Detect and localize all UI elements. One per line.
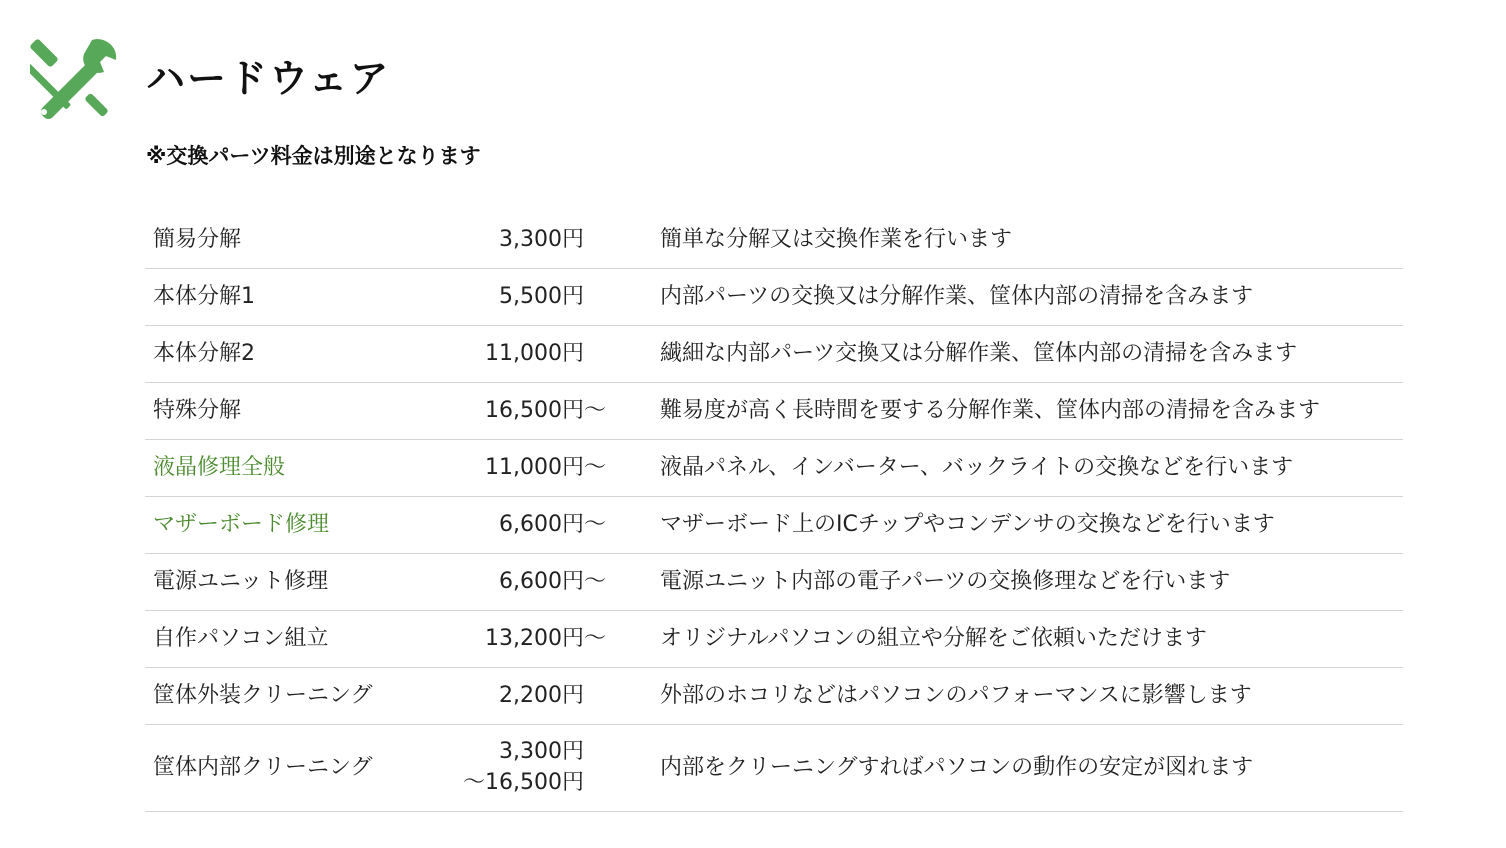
service-name: 本体分解1 — [153, 283, 255, 309]
price-table — [145, 212, 1403, 812]
price-text — [485, 453, 584, 484]
service-name-link[interactable]: マザーボード修理 — [153, 511, 330, 537]
page-title: ハードウェア — [146, 56, 391, 102]
price-cell — [456, 212, 630, 269]
price-from-mark: 〜 — [584, 625, 607, 651]
service-name: 自作パソコン組立 — [153, 625, 329, 651]
price-from-mark: 〜 — [584, 397, 607, 423]
table-row — [145, 269, 1403, 326]
service-description: オリジナルパソコンの組立や分解をご依頼いただけます — [630, 611, 1403, 668]
service-name: 筐体内部クリーニング — [153, 754, 373, 780]
service-name-cell — [145, 383, 456, 440]
price-from-mark: 〜 — [584, 454, 607, 480]
service-name-link[interactable]: 液晶修理全般 — [153, 454, 286, 480]
price-value: 16,500円 — [485, 397, 584, 423]
price-text — [463, 737, 584, 799]
price-text — [499, 567, 584, 598]
table-row — [145, 497, 1403, 554]
price-text — [485, 339, 584, 370]
price-value-max: 〜16,500円 — [463, 770, 584, 795]
price-value: 6,600円 — [499, 568, 584, 594]
service-description: 内部パーツの交換又は分解作業、筐体内部の清掃を含みます — [630, 269, 1403, 326]
service-description: 内部をクリーニングすればパソコンの動作の安定が図れます — [630, 725, 1403, 812]
table-row — [145, 383, 1403, 440]
price-cell — [456, 269, 630, 326]
service-description: マザーボード上のICチップやコンデンサの交換などを行います — [630, 497, 1403, 554]
price-cell — [456, 497, 630, 554]
service-name-cell — [145, 269, 456, 326]
price-value: 3,300円 — [499, 226, 584, 252]
service-name-cell — [145, 725, 456, 812]
service-name: 本体分解2 — [153, 340, 255, 366]
price-text — [499, 282, 584, 313]
service-name-cell — [145, 497, 456, 554]
price-table-body — [145, 212, 1403, 812]
price-value: 3,300円 — [499, 739, 584, 765]
service-name: 特殊分解 — [153, 397, 242, 423]
table-row — [145, 212, 1403, 269]
service-name-cell — [145, 668, 456, 725]
service-description: 繊細な内部パーツ交換又は分解作業、筐体内部の清掃を含みます — [630, 326, 1403, 383]
price-from-mark: 〜 — [584, 511, 607, 537]
price-text — [499, 681, 584, 712]
price-cell — [456, 668, 630, 725]
price-text — [485, 396, 584, 427]
table-row — [145, 326, 1403, 383]
service-description: 電源ユニット内部の電子パーツの交換修理などを行います — [630, 554, 1403, 611]
table-row — [145, 440, 1403, 497]
price-text — [499, 225, 584, 256]
service-name: 簡易分解 — [153, 226, 242, 252]
price-cell — [456, 383, 630, 440]
price-from-mark: 〜 — [584, 568, 607, 594]
service-description: 外部のホコリなどはパソコンのパフォーマンスに影響します — [630, 668, 1403, 725]
price-cell — [456, 725, 630, 812]
price-text — [485, 624, 584, 655]
service-name: 電源ユニット修理 — [153, 568, 329, 594]
price-value: 6,600円 — [499, 511, 584, 537]
table-row — [145, 611, 1403, 668]
price-value: 2,200円 — [499, 682, 584, 708]
service-name-cell — [145, 554, 456, 611]
table-row — [145, 554, 1403, 611]
price-cell — [456, 326, 630, 383]
table-row — [145, 668, 1403, 725]
price-value: 5,500円 — [499, 283, 584, 309]
price-cell — [456, 611, 630, 668]
price-value: 11,000円 — [485, 454, 584, 480]
header — [30, 36, 390, 122]
parts-fee-notice: ※交換パーツ料金は別途となります — [146, 144, 481, 168]
service-description: 難易度が高く長時間を要する分解作業、筐体内部の清掃を含みます — [630, 383, 1403, 440]
service-name-cell — [145, 212, 456, 269]
service-name-cell — [145, 440, 456, 497]
service-description: 液晶パネル、インバーター、バックライトの交換などを行います — [630, 440, 1403, 497]
table-row — [145, 725, 1403, 812]
tools-icon — [30, 36, 120, 122]
price-text — [499, 510, 584, 541]
price-cell — [456, 554, 630, 611]
service-name: 筐体外装クリーニング — [153, 682, 373, 708]
service-name-cell — [145, 611, 456, 668]
price-value: 13,200円 — [485, 625, 584, 651]
service-description: 簡単な分解又は交換作業を行います — [630, 212, 1403, 269]
price-value: 11,000円 — [485, 340, 584, 366]
service-name-cell — [145, 326, 456, 383]
price-cell — [456, 440, 630, 497]
